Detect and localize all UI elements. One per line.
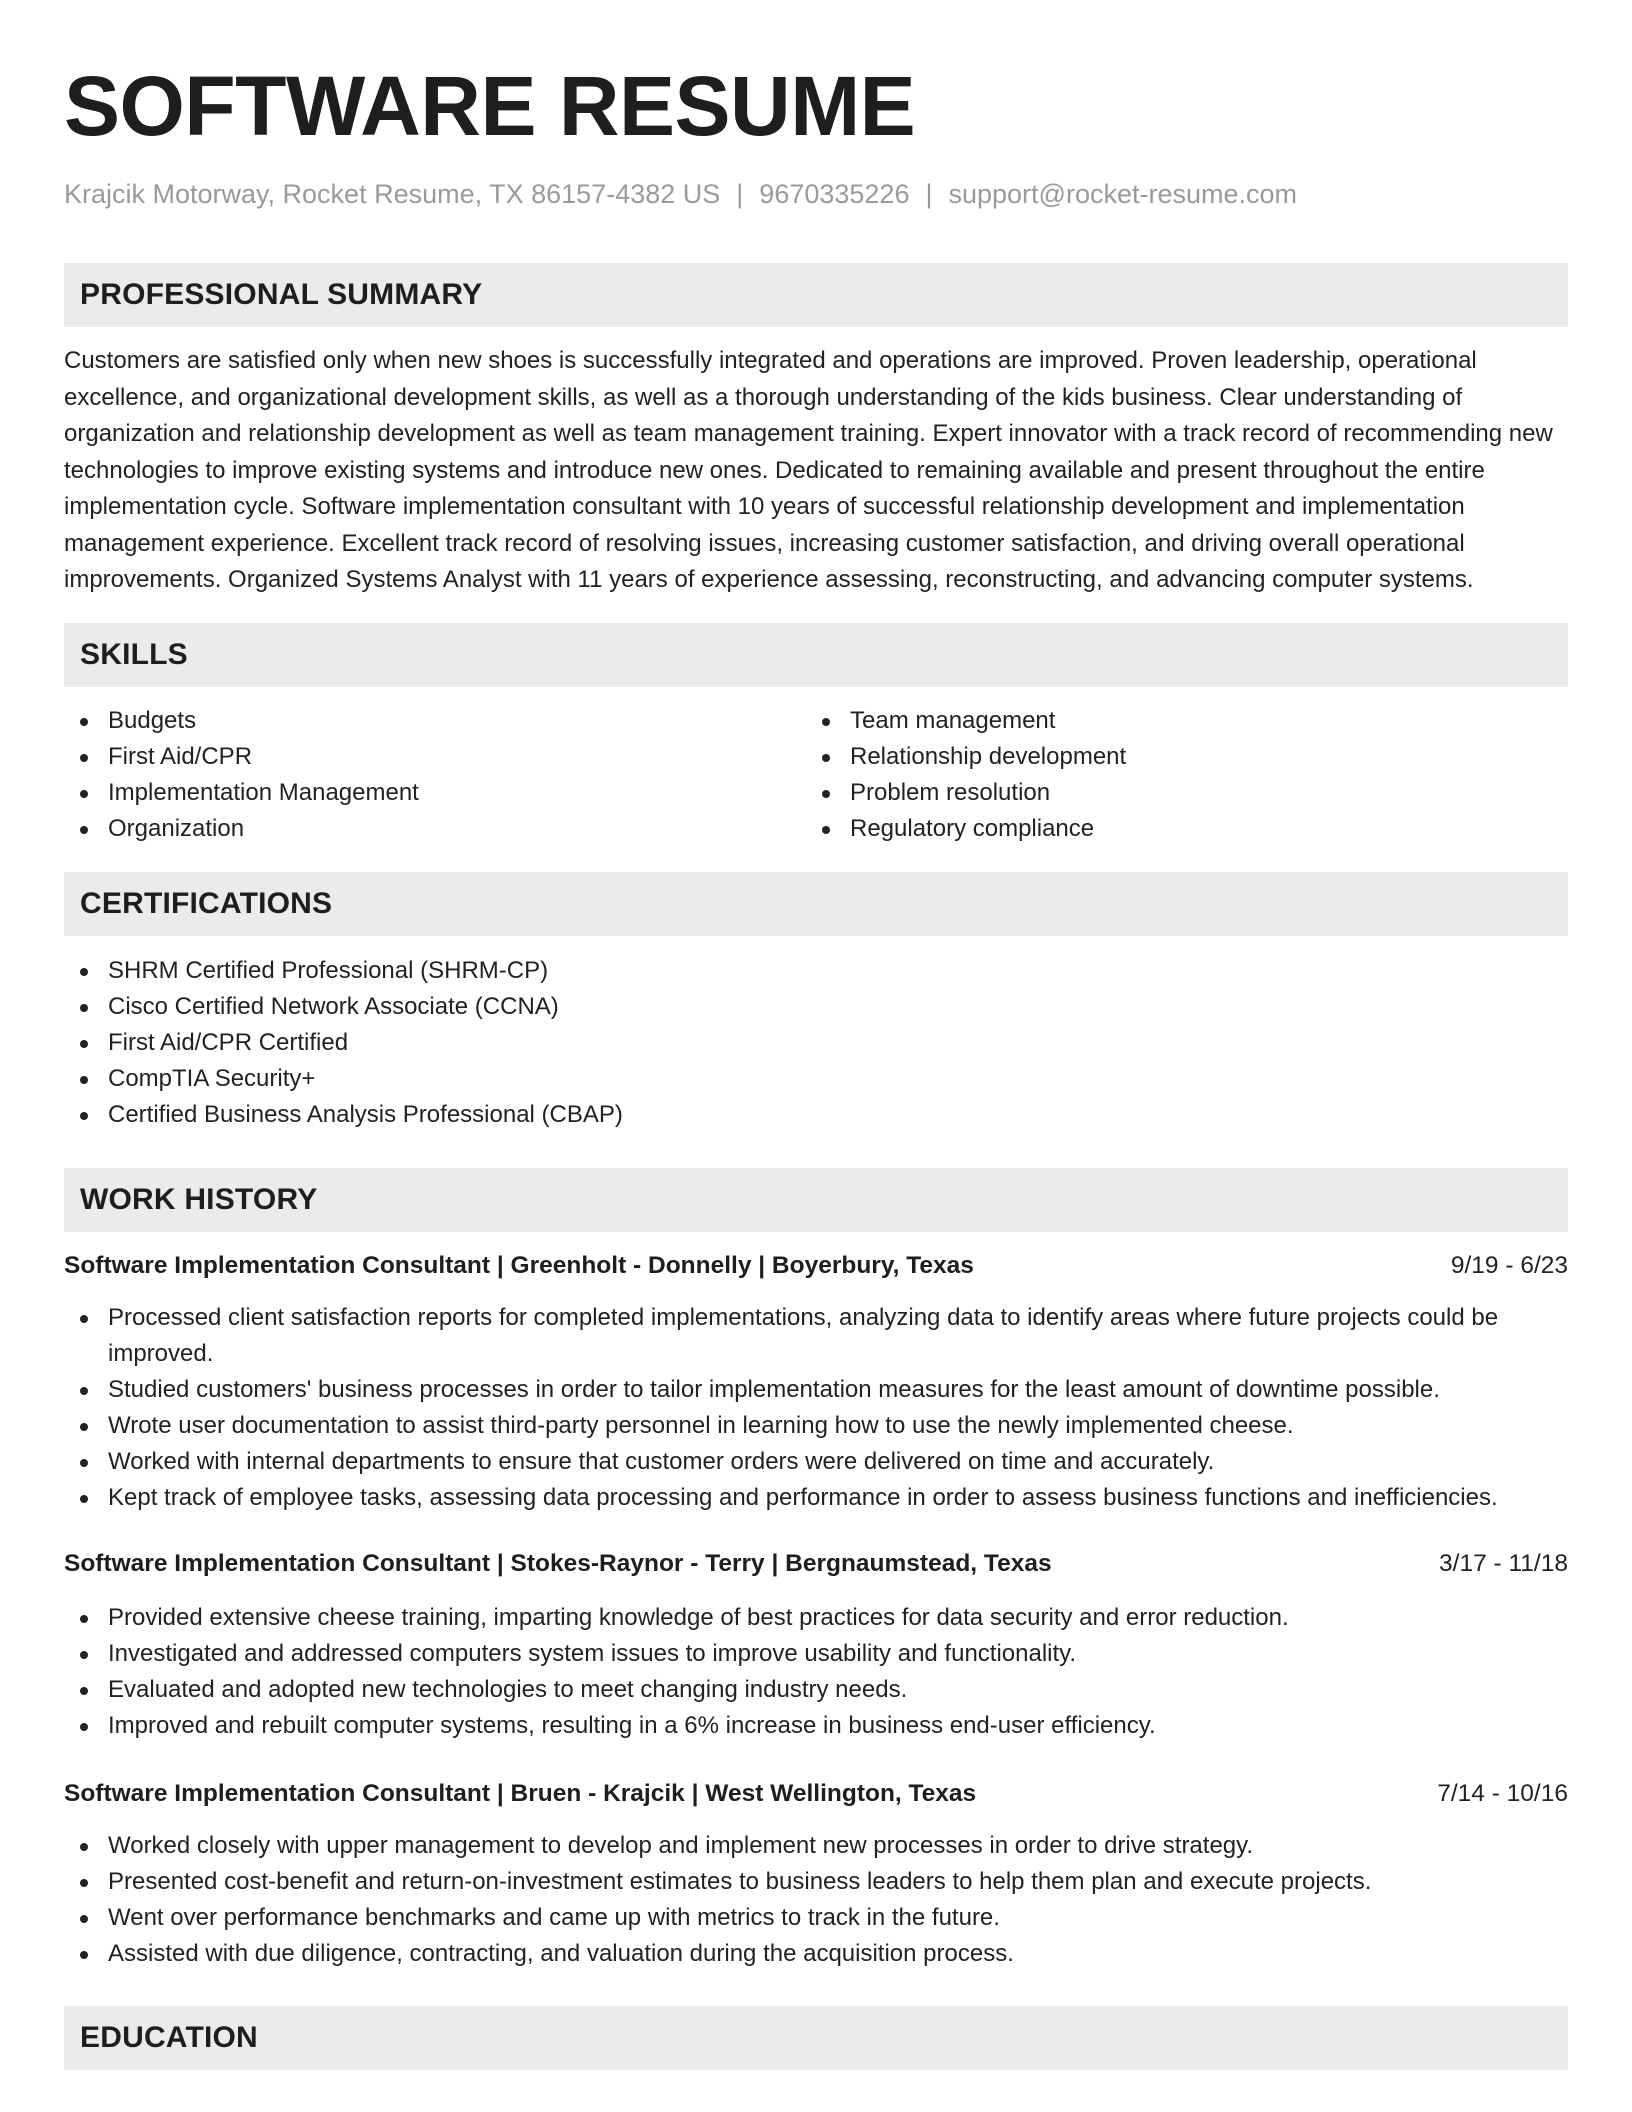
- job-bullet: Worked closely with upper management to develop and implement new processes in order to drive strategy.: [64, 1828, 1568, 1864]
- job-bullets: [64, 1828, 1568, 1972]
- contact-phone: 9670335226: [759, 179, 910, 209]
- contact-separator: |: [925, 179, 933, 209]
- job-bullet: Assisted with due diligence, contracting, and valuation during the acquisition process.: [64, 1936, 1568, 1972]
- skills-list: [64, 703, 1568, 847]
- job-entry: [64, 1248, 1568, 1516]
- skills-column-left: [64, 703, 806, 847]
- certification-item: CompTIA Security+: [64, 1061, 1568, 1097]
- job-header: [64, 1248, 1568, 1284]
- job-dates: 9/19 - 6/23: [1450, 1251, 1568, 1279]
- certification-item: First Aid/CPR Certified: [64, 1025, 1568, 1061]
- job-bullet: Provided extensive cheese training, imparting knowledge of best practices for data security and error reduction.: [64, 1600, 1568, 1636]
- section-heading-certifications: CERTIFICATIONS: [64, 872, 1568, 936]
- skill-item: First Aid/CPR: [64, 739, 806, 775]
- certifications-list: [64, 953, 1568, 1133]
- job-dates: 7/14 - 10/16: [1437, 1779, 1568, 1807]
- summary-text: Customers are satisfied only when new shoes is successfully integrated and operations are improved. Proven leadership, operational excellence, and organizational development skills, as well as a thorough understanding of the kids business. Clear understanding of organization and relationship development as well as team management training. Expert innovator with a track record of recommending new technologies to improve existing systems and introduce new ones. Dedicated to remaining available and present throughout the entire implementation cycle. Software implementation consultant with 10 years of successful relationship development and implementation management experience. Excellent track record of resolving issues, increasing customer satisfaction, and driving overall operational improvements. Organized Systems Analyst with 11 years of experience assessing, reconstructing, and advancing computer systems.: [64, 347, 1553, 594]
- skill-item: Relationship development: [806, 739, 1548, 775]
- job-bullets: [64, 1600, 1568, 1744]
- job-title: Software Implementation Consultant | Bruen - Krajcik | West Wellington, Texas: [64, 1779, 977, 1807]
- contact-address: Krajcik Motorway, Rocket Resume, TX 86157-4382 US: [64, 179, 721, 209]
- job-bullet: Improved and rebuilt computer systems, resulting in a 6% increase in business end-user efficiency.: [64, 1708, 1568, 1744]
- job-bullet: Kept track of employee tasks, assessing data processing and performance in order to assess business functions and inefficiencies.: [64, 1480, 1568, 1516]
- skill-item: Regulatory compliance: [806, 811, 1548, 847]
- job-bullet: Wrote user documentation to assist third-party personnel in learning how to use the newly implemented cheese.: [64, 1408, 1568, 1444]
- contact-email: support@rocket-resume.com: [948, 179, 1298, 209]
- certification-item: Certified Business Analysis Professional (CBAP): [64, 1097, 1568, 1133]
- certification-item: Cisco Certified Network Associate (CCNA): [64, 989, 1568, 1025]
- job-bullets: [64, 1300, 1568, 1516]
- job-title: Software Implementation Consultant | Stokes-Raynor - Terry | Bergnaumstead, Texas: [64, 1549, 1052, 1577]
- job-entry: [64, 1776, 1568, 1972]
- job-header: [64, 1546, 1568, 1582]
- section-heading-summary: PROFESSIONAL SUMMARY: [64, 263, 1568, 327]
- job-bullet: Investigated and addressed computers system issues to improve usability and functionality.: [64, 1636, 1568, 1672]
- contact-line: [64, 178, 1568, 210]
- skill-item: Team management: [806, 703, 1548, 739]
- skills-column-right: [806, 703, 1548, 847]
- job-bullet: Studied customers' business processes in order to tailor implementation measures for the least amount of downtime possible.: [64, 1372, 1568, 1408]
- job-entry: [64, 1546, 1568, 1744]
- job-header: [64, 1776, 1568, 1812]
- section-heading-education: EDUCATION: [64, 2006, 1568, 2070]
- job-bullet: Worked with internal departments to ensure that customer orders were delivered on time and accurately.: [64, 1444, 1568, 1480]
- skill-item: Implementation Management: [64, 775, 806, 811]
- job-bullet: Processed client satisfaction reports for completed implementations, analyzing data to identify areas where future projects could be improved.: [64, 1300, 1568, 1372]
- job-dates: 3/17 - 11/18: [1439, 1549, 1568, 1577]
- job-title: Software Implementation Consultant | Greenholt - Donnelly | Boyerbury, Texas: [64, 1251, 974, 1279]
- job-bullet: Went over performance benchmarks and came up with metrics to track in the future.: [64, 1900, 1568, 1936]
- skill-item: Budgets: [64, 703, 806, 739]
- job-bullet: Presented cost-benefit and return-on-investment estimates to business leaders to help them plan and execute projects.: [64, 1864, 1568, 1900]
- skill-item: Organization: [64, 811, 806, 847]
- contact-separator: |: [736, 179, 744, 209]
- resume-title: SOFTWARE RESUME: [64, 59, 916, 153]
- section-heading-work-history: WORK HISTORY: [64, 1168, 1568, 1232]
- section-heading-skills: SKILLS: [64, 623, 1568, 687]
- certification-item: SHRM Certified Professional (SHRM-CP): [64, 953, 1568, 989]
- job-bullet: Evaluated and adopted new technologies to meet changing industry needs.: [64, 1672, 1568, 1708]
- skill-item: Problem resolution: [806, 775, 1548, 811]
